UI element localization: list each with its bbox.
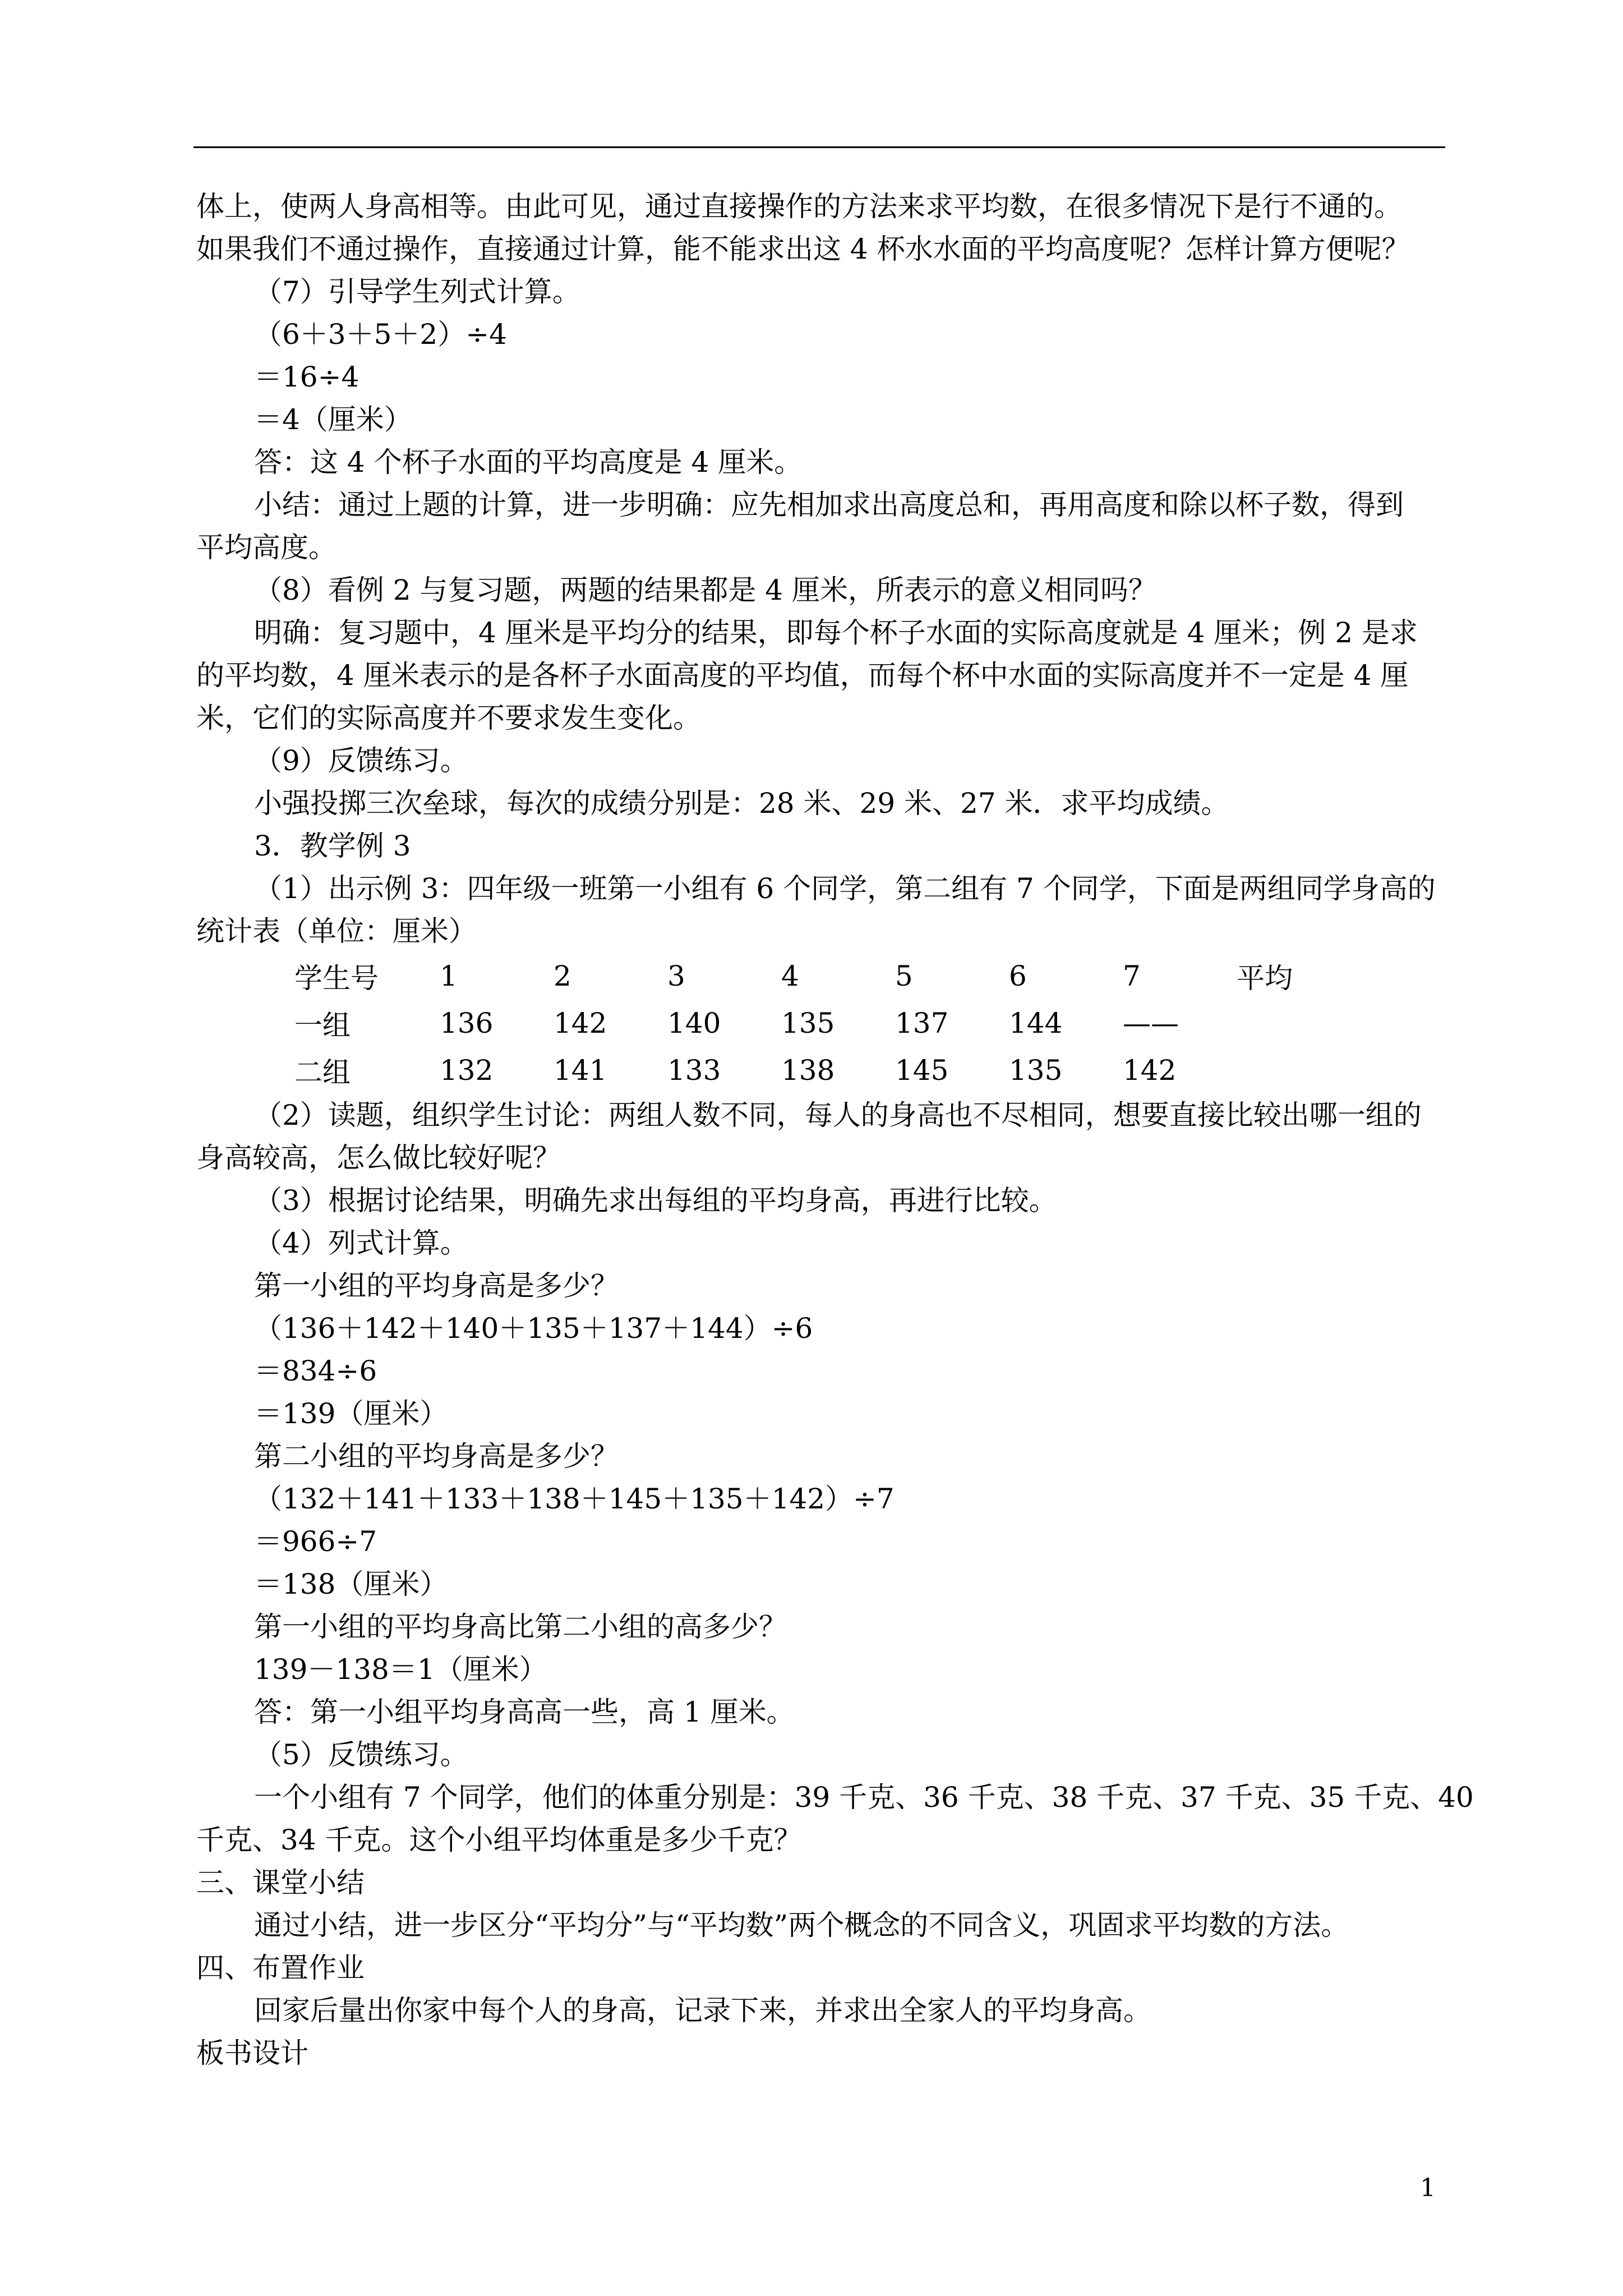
text-line: 3．教学例 3 [254, 830, 411, 862]
text-line: 四、布置作业 [196, 1952, 365, 1984]
text-line: 身高较高，怎么做比较好呢？ [196, 1142, 561, 1174]
header-rule [193, 146, 1445, 148]
table-cell: 138 [781, 1054, 835, 1087]
text-line: 三、课堂小结 [196, 1866, 365, 1899]
text-line: （132＋141＋133＋138＋145＋135＋142）÷7 [254, 1483, 895, 1515]
text-line: 回家后量出你家中每个人的身高，记录下来，并求出全家人的平均身高。 [254, 1994, 1151, 2027]
body-text [196, 185, 1474, 2074]
text-line: ＝138（厘米） [254, 1568, 448, 1600]
table-cell: 133 [667, 1054, 721, 1087]
table-cell: 132 [440, 1054, 494, 1087]
text-line: 的平均数，4 厘米表示的是各杯子水面高度的平均值，而每个杯中水面的实际高度并不一定是 4 厘 [196, 659, 1409, 692]
text-line: 小强投掷三次垒球，每次的成绩分别是：28 米、29 米、27 米．求平均成绩。 [254, 787, 1229, 820]
text-line: （9）反馈练习。 [254, 744, 468, 777]
text-line: （136＋142＋140＋135＋137＋144）÷6 [254, 1312, 813, 1345]
text-line: 第一小组的平均身高是多少？ [254, 1269, 619, 1302]
text-line: （4）列式计算。 [254, 1227, 468, 1259]
table-cell: 6 [1009, 960, 1027, 992]
table-cell: 7 [1123, 960, 1141, 992]
text-line: 平均高度。 [196, 531, 336, 564]
table-row [294, 1047, 1350, 1094]
table-cell: 137 [895, 1007, 949, 1039]
table-cell: 2 [554, 960, 571, 992]
table-cell: 1 [440, 960, 458, 992]
table-cell: 二组 [294, 1056, 351, 1089]
table-cell: 136 [440, 1007, 494, 1039]
paragraphs-bottom [196, 1094, 1474, 2074]
table-cell: 135 [781, 1007, 835, 1039]
table-cell [1237, 1000, 1350, 1047]
table-cell: 144 [1009, 1007, 1063, 1039]
text-line: 如果我们不通过操作，直接通过计算，能不能求出这 4 杯水水面的平均高度呢？怎样计算方便呢？ [196, 233, 1410, 265]
table-cell: 4 [781, 960, 799, 992]
text-line: ＝834÷6 [254, 1355, 377, 1387]
height-stats-table [294, 953, 1350, 1094]
table-cell: 平均 [1237, 962, 1293, 995]
table-header-row [294, 953, 1350, 1000]
table-cell: 3 [667, 960, 685, 992]
table-cell: 5 [895, 960, 913, 992]
table-cell: 145 [895, 1054, 949, 1087]
text-line: （8）看例 2 与复习题，两题的结果都是 4 厘米，所表示的意义相同吗？ [254, 574, 1157, 606]
text-line: （7）引导学生列式计算。 [254, 275, 580, 308]
text-line: （1）出示例 3：四年级一班第一小组有 6 个同学，第二组有 7 个同学，下面是两组同学身高的 [254, 872, 1436, 905]
text-line: （3）根据讨论结果，明确先求出每组的平均身高，再进行比较。 [254, 1184, 1057, 1217]
text-line: 体上，使两人身高相等。由此可见，通过直接操作的方法来求平均数，在很多情况下是行不通的。 [196, 190, 1402, 223]
text-line: 一个小组有 7 个同学，他们的体重分别是：39 千克、36 千克、38 千克、37 千克、35 千克、40 [254, 1781, 1474, 1814]
text-line: （5）反馈练习。 [254, 1738, 468, 1771]
paragraphs-top [196, 185, 1447, 953]
table-cell: 135 [1009, 1054, 1063, 1087]
table-cell: 140 [667, 1007, 721, 1039]
table-cell: 一组 [294, 1009, 351, 1042]
text-line: ＝16÷4 [254, 361, 359, 393]
table-cell: 142 [554, 1007, 607, 1039]
text-line: 答：第一小组平均身高高一些，高 1 厘米。 [254, 1696, 795, 1728]
table-cell: 142 [1123, 1054, 1177, 1087]
text-line: （6＋3＋5＋2）÷4 [254, 318, 507, 351]
table-cell: —— [1123, 1007, 1179, 1039]
text-line: 板书设计 [196, 2037, 308, 2069]
text-line: 明确：复习题中，4 厘米是平均分的结果，即每个杯子水面的实际高度就是 4 厘米；例 2 是求 [254, 616, 1418, 649]
text-line: 千克、34 千克。这个小组平均体重是多少千克？ [196, 1824, 802, 1856]
text-line: 小结：通过上题的计算，进一步明确：应先相加求出高度总和，再用高度和除以杯子数，得到 [254, 489, 1404, 521]
table-cell: 141 [554, 1054, 607, 1087]
text-line: ＝4（厘米） [254, 403, 412, 436]
table-cell: 学生号 [294, 962, 379, 995]
text-line: （2）读题，组织学生讨论：两组人数不同，每人的身高也不尽相同，想要直接比较出哪一组的 [254, 1099, 1422, 1131]
text-line: 第一小组的平均身高比第二小组的高多少？ [254, 1611, 787, 1643]
text-line: 通过小结，进一步区分“平均分”与“平均数”两个概念的不同含义，巩固求平均数的方法。 [254, 1909, 1349, 1941]
text-line: 米，它们的实际高度并不要求发生变化。 [196, 702, 701, 734]
text-line: ＝966÷7 [254, 1525, 377, 1558]
table-row [294, 1000, 1350, 1047]
text-line: 统计表（单位：厘米） [196, 915, 477, 947]
table-cell [1237, 1047, 1350, 1094]
text-line: 139－138＝1（厘米） [254, 1653, 547, 1686]
text-line: ＝139（厘米） [254, 1397, 448, 1430]
text-line: 第二小组的平均身高是多少？ [254, 1440, 619, 1473]
text-line: 答：这 4 个杯子水面的平均高度是 4 厘米。 [254, 446, 803, 478]
page-number: 1 [1420, 2174, 1436, 2202]
